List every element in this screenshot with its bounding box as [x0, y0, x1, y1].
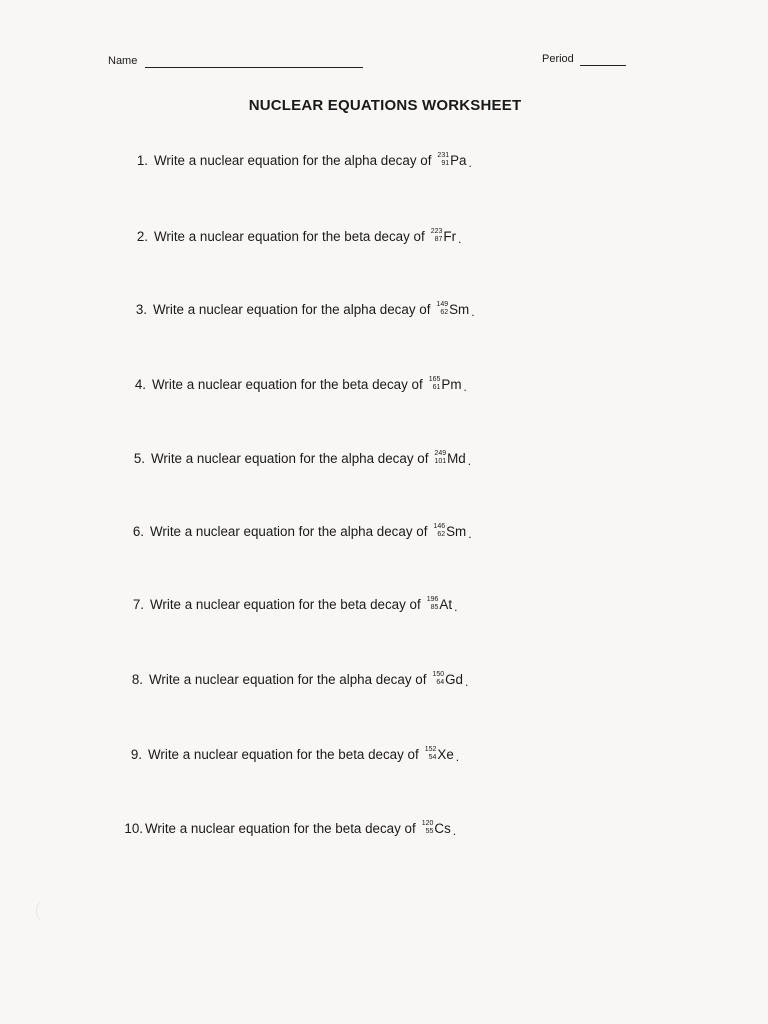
element-symbol: Sm [446, 523, 467, 539]
question-3 [123, 301, 475, 317]
mass-number: 149 [436, 301, 449, 308]
question-number: 9. [130, 746, 142, 762]
mass-number: 223 [430, 228, 443, 235]
element-symbol: Sm [449, 301, 470, 317]
paper-smudge [36, 900, 55, 922]
nuclide: 150 64 Gd . [432, 671, 469, 689]
nuclide: 120 55 Cs . [421, 820, 457, 838]
mass-number: 146 [433, 523, 446, 530]
mass-number: 150 [432, 671, 445, 678]
atomic-number: 87 [434, 236, 443, 243]
nuclide: 249 101 Md . [434, 450, 472, 468]
worksheet-title: NUCLEAR EQUATIONS WORKSHEET [248, 97, 522, 114]
atomic-number: 64 [436, 679, 445, 686]
question-8 [119, 671, 468, 687]
element-symbol: Cs [434, 820, 451, 836]
element-symbol: At [439, 596, 453, 612]
element-symbol: Fr [443, 228, 457, 244]
nuclide: 165 61 Pm . [428, 376, 467, 394]
atomic-number: 62 [437, 531, 446, 538]
nuclide: 149 62 Sm . [436, 301, 475, 319]
question-number: 4. [134, 376, 146, 392]
atomic-number: 54 [428, 754, 437, 761]
name-field-line [145, 67, 363, 68]
atomic-number: 85 [430, 604, 439, 611]
question-4 [122, 376, 467, 392]
nuclide: 196 85 At . [426, 596, 458, 614]
name-label: Name [108, 55, 138, 67]
question-text: Write a nuclear equation for the alpha decay of [153, 301, 431, 317]
question-number: 10. [124, 820, 143, 836]
nuclide: 152 54 Xe . [424, 746, 460, 764]
element-symbol: Md [447, 450, 466, 466]
mass-number: 196 [426, 596, 439, 603]
element-symbol: Gd [445, 671, 463, 687]
question-6 [120, 523, 472, 539]
question-text: Write a nuclear equation for the alpha decay of [149, 671, 427, 687]
question-text: Write a nuclear equation for the alpha decay of [151, 450, 429, 466]
mass-number: 165 [428, 376, 441, 383]
element-symbol: Pm [441, 376, 462, 392]
element-symbol: Xe [437, 746, 454, 762]
question-text: Write a nuclear equation for the alpha decay of [154, 152, 432, 168]
mass-number: 231 [437, 152, 450, 159]
question-number: 5. [133, 450, 145, 466]
question-text: Write a nuclear equation for the beta decay of [152, 376, 423, 392]
element-symbol: Pa [450, 152, 467, 168]
mass-number: 249 [434, 450, 447, 457]
period-field-line [580, 65, 626, 66]
question-text: Write a nuclear equation for the beta decay of [154, 228, 425, 244]
atomic-number: 62 [440, 309, 449, 316]
question-text: Write a nuclear equation for the beta decay of [145, 820, 416, 836]
question-9 [118, 746, 459, 762]
mass-number: 120 [421, 820, 434, 827]
atomic-number: 55 [425, 828, 434, 835]
question-number: 1. [136, 152, 148, 168]
question-text: Write a nuclear equation for the beta decay of [148, 746, 419, 762]
question-2 [124, 228, 461, 244]
question-text: Write a nuclear equation for the alpha decay of [150, 523, 428, 539]
question-text: Write a nuclear equation for the beta decay of [150, 596, 421, 612]
question-1 [124, 152, 472, 168]
atomic-number: 61 [432, 384, 441, 391]
period-label: Period [542, 53, 574, 65]
nuclide: 223 87 Fr . [430, 228, 462, 246]
question-number: 3. [135, 301, 147, 317]
question-number: 6. [132, 523, 144, 539]
atomic-number: 101 [434, 458, 447, 465]
mass-number: 152 [424, 746, 437, 753]
question-number: 8. [131, 671, 143, 687]
nuclide: 231 91 Pa . [437, 152, 472, 170]
atomic-number: 91 [441, 160, 450, 167]
question-number: 2. [136, 228, 148, 244]
question-5 [121, 450, 471, 466]
nuclide: 146 62 Sm . [433, 523, 472, 541]
question-number: 7. [132, 596, 144, 612]
question-7 [120, 596, 457, 612]
question-10 [117, 820, 456, 836]
